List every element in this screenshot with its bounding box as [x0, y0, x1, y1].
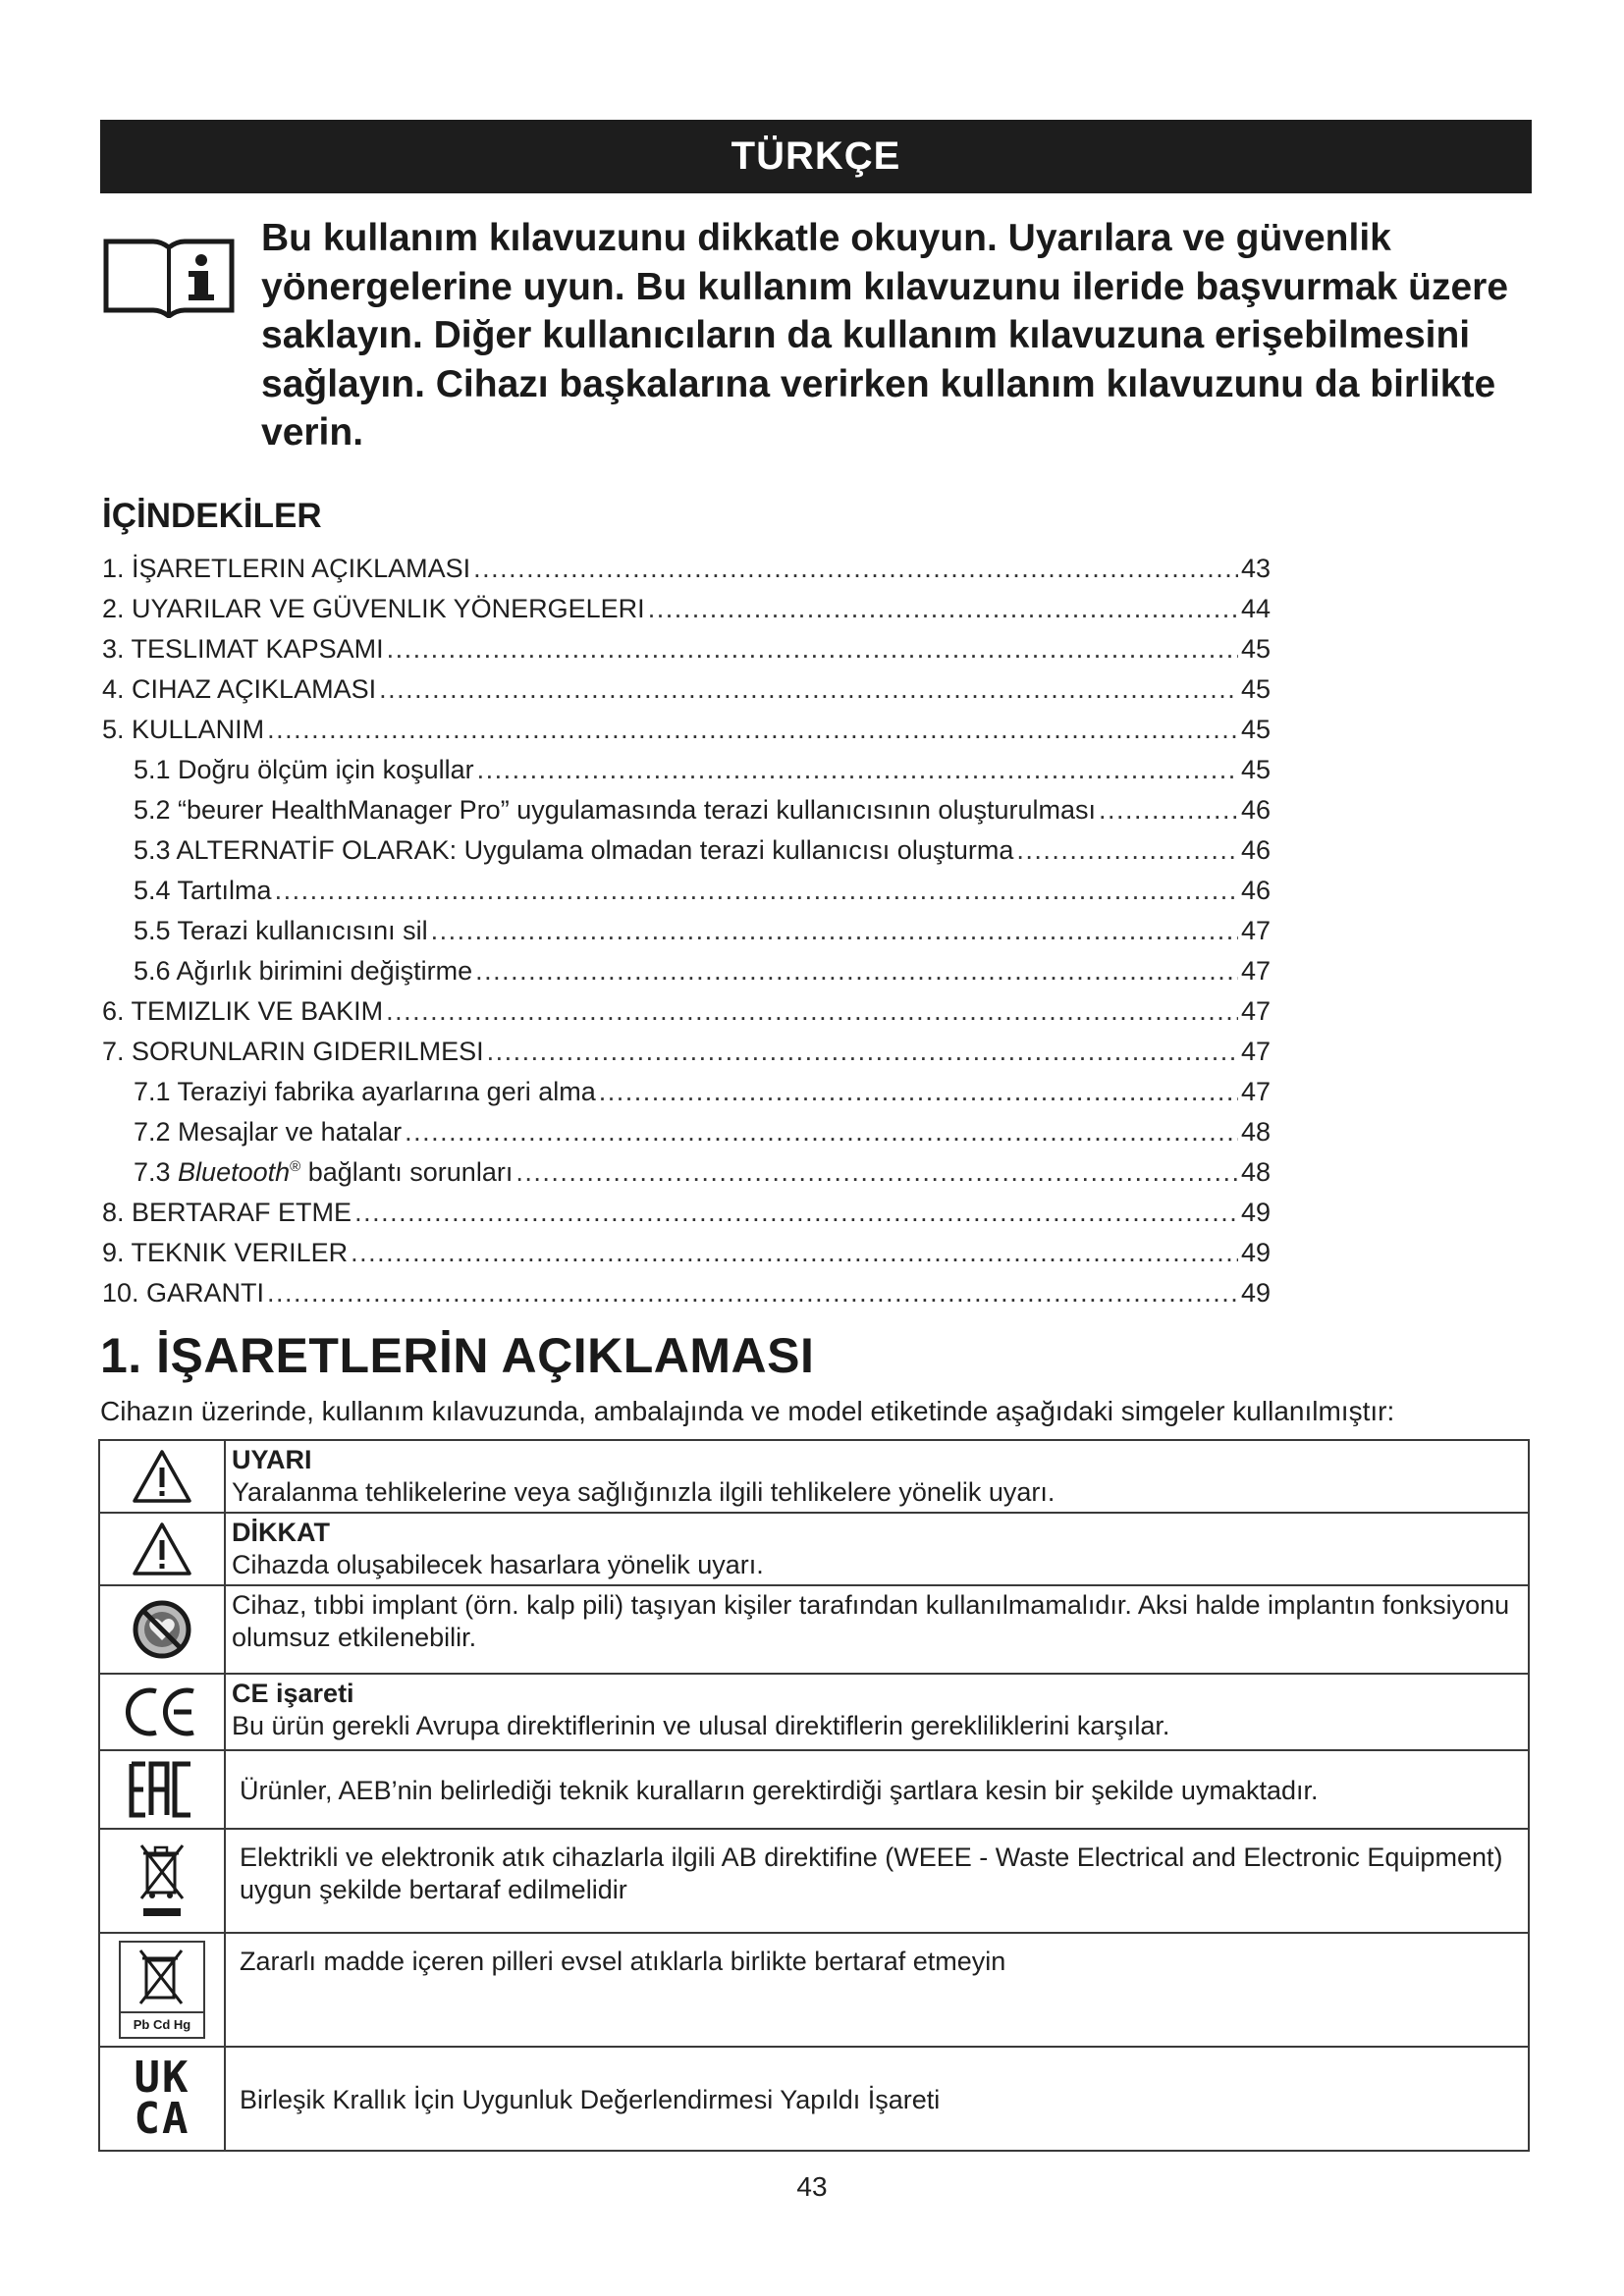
weee-bin-icon [99, 1829, 225, 1933]
toc-entry[interactable]: 1. İŞARETLERIN AÇIKLAMASI ..... 43 [102, 554, 1271, 594]
section-intro: Cihazın üzerinde, kullanım kılavuzunda, ambalajında ve model etiketinde aşağıdaki simgeler kullanılmıştır: [100, 1396, 1395, 1426]
symbol-description: DİKKAT Cihazda oluşabilecek hasarlara yönelik uyarı. [225, 1513, 1529, 1585]
toc-title: İÇİNDEKİLER [102, 497, 322, 535]
table-of-contents [102, 554, 1271, 1318]
table-row [99, 1750, 1529, 1829]
ce-mark-icon [99, 1674, 225, 1750]
toc-entry[interactable]: 4. CIHAZ AÇIKLAMASI ..... 45 [102, 674, 1271, 715]
eac-mark-icon [99, 1750, 225, 1829]
toc-entry[interactable]: 5. KULLANIM ..... 45 [102, 715, 1271, 755]
table-row [99, 1829, 1529, 1933]
battery-metals-label: Pb Cd Hg [121, 2011, 203, 2037]
table-row [99, 1513, 1529, 1585]
symbol-description: Ürünler, AEB’nin belirlediği teknik kuralların gerektirdiği şartlara kesin bir şekilde uymaktadır. [225, 1750, 1529, 1829]
section-title: 1. İŞARETLERİN AÇIKLAMASI [100, 1328, 815, 1383]
toc-subentry[interactable]: 5.5 Terazi kullanıcısını sil ..... 47 [102, 916, 1271, 956]
toc-subentry[interactable]: 5.6 Ağırlık birimini değiştirme ..... 47 [102, 956, 1271, 996]
toc-subentry[interactable]: 5.3 ALTERNATİF OLARAK: Uygulama olmadan terazi kullanıcısı oluşturma ..... 46 [102, 835, 1271, 876]
warning-triangle-icon [99, 1440, 225, 1513]
toc-entry[interactable]: 10. GARANTI ..... 49 [102, 1278, 1271, 1318]
toc-subentry[interactable]: 7.2 Mesajlar ve hatalar ..... 48 [102, 1117, 1271, 1157]
toc-entry[interactable]: 2. UYARILAR VE GÜVENLIK YÖNERGELERI ..... 44 [102, 594, 1271, 634]
read-manual-icon [100, 228, 238, 318]
table-row [99, 1585, 1529, 1674]
table-row [99, 1933, 1529, 2047]
symbol-description: Elektrikli ve elektronik atık cihazlarla ilgili AB direktifine (WEEE - Waste Electrical and Electronic Equipment) uygun şekilde bertaraf edilmelidir [225, 1829, 1529, 1933]
toc-entry[interactable]: 6. TEMIZLIK VE BAKIM ..... 47 [102, 996, 1271, 1037]
ukca-mark-icon: UK CA [99, 2047, 225, 2151]
battery-bin-icon [99, 1933, 225, 2047]
toc-entry[interactable]: 8. BERTARAF ETME ..... 49 [102, 1198, 1271, 1238]
toc-subentry[interactable]: 5.1 Doğru ölçüm için koşullar ..... 45 [102, 755, 1271, 795]
table-row [99, 1440, 1529, 1513]
symbol-description: Cihaz, tıbbi implant (örn. kalp pili) taşıyan kişiler tarafından kullanılmamalıdır. Aksi halde implantın fonksiyonu olumsuz etkilenebilir. [225, 1585, 1529, 1674]
no-pacemaker-icon [99, 1585, 225, 1674]
symbol-description: CE işareti Bu ürün gerekli Avrupa direktiflerinin ve ulusal direktiflerin gerekliliklerini karşılar. [225, 1674, 1529, 1750]
intro-notice [100, 214, 1532, 469]
symbol-description: UYARI Yaralanma tehlikelerine veya sağlığınızla ilgili tehlikelere yönelik uyarı. [225, 1440, 1529, 1513]
intro-notice-text: Bu kullanım kılavuzunu dikkatle okuyun. Uyarılara ve güvenlik yönergelerine uyun. Bu kullanım kılavuzunu ileride başvurmak üzere saklayın. Diğer kullanıcıların da kullanım kılavuzuna erişebilmesini sağlayın. Cihazı başkalarına verirken kullanım kılavuzunu da birlikte verin. [261, 217, 1509, 454]
toc-entry[interactable]: 9. TEKNIK VERILER ..... 49 [102, 1238, 1271, 1278]
toc-subentry[interactable]: 5.4 Tartılma ..... 46 [102, 876, 1271, 916]
language-title: TÜRKÇE [731, 134, 901, 178]
caution-triangle-icon [99, 1513, 225, 1585]
toc-entry[interactable]: 3. TESLIMAT KAPSAMI ..... 45 [102, 634, 1271, 674]
page-number: 43 [796, 2171, 828, 2202]
toc-entry[interactable]: 7. SORUNLARIN GIDERILMESI ..... 47 [102, 1037, 1271, 1077]
toc-subentry[interactable]: 7.3 Bluetooth® bağlantı sorunları ..... 48 [102, 1157, 1271, 1198]
table-row [99, 1674, 1529, 1750]
symbol-description: Zararlı madde içeren pilleri evsel atıklarla birlikte bertaraf etmeyin [225, 1933, 1529, 2047]
language-banner [100, 120, 1532, 193]
toc-subentry[interactable]: 7.1 Teraziyi fabrika ayarlarına geri alma ..... 47 [102, 1077, 1271, 1117]
symbol-description: Birleşik Krallık İçin Uygunluk Değerlendirmesi Yapıldı İşareti [225, 2047, 1529, 2151]
table-row [99, 2047, 1529, 2151]
symbols-table [98, 1439, 1530, 2152]
toc-subentry[interactable]: 5.2 “beurer HealthManager Pro” uygulamasında terazi kullanıcısının oluşturulması ..... 46 [102, 795, 1271, 835]
